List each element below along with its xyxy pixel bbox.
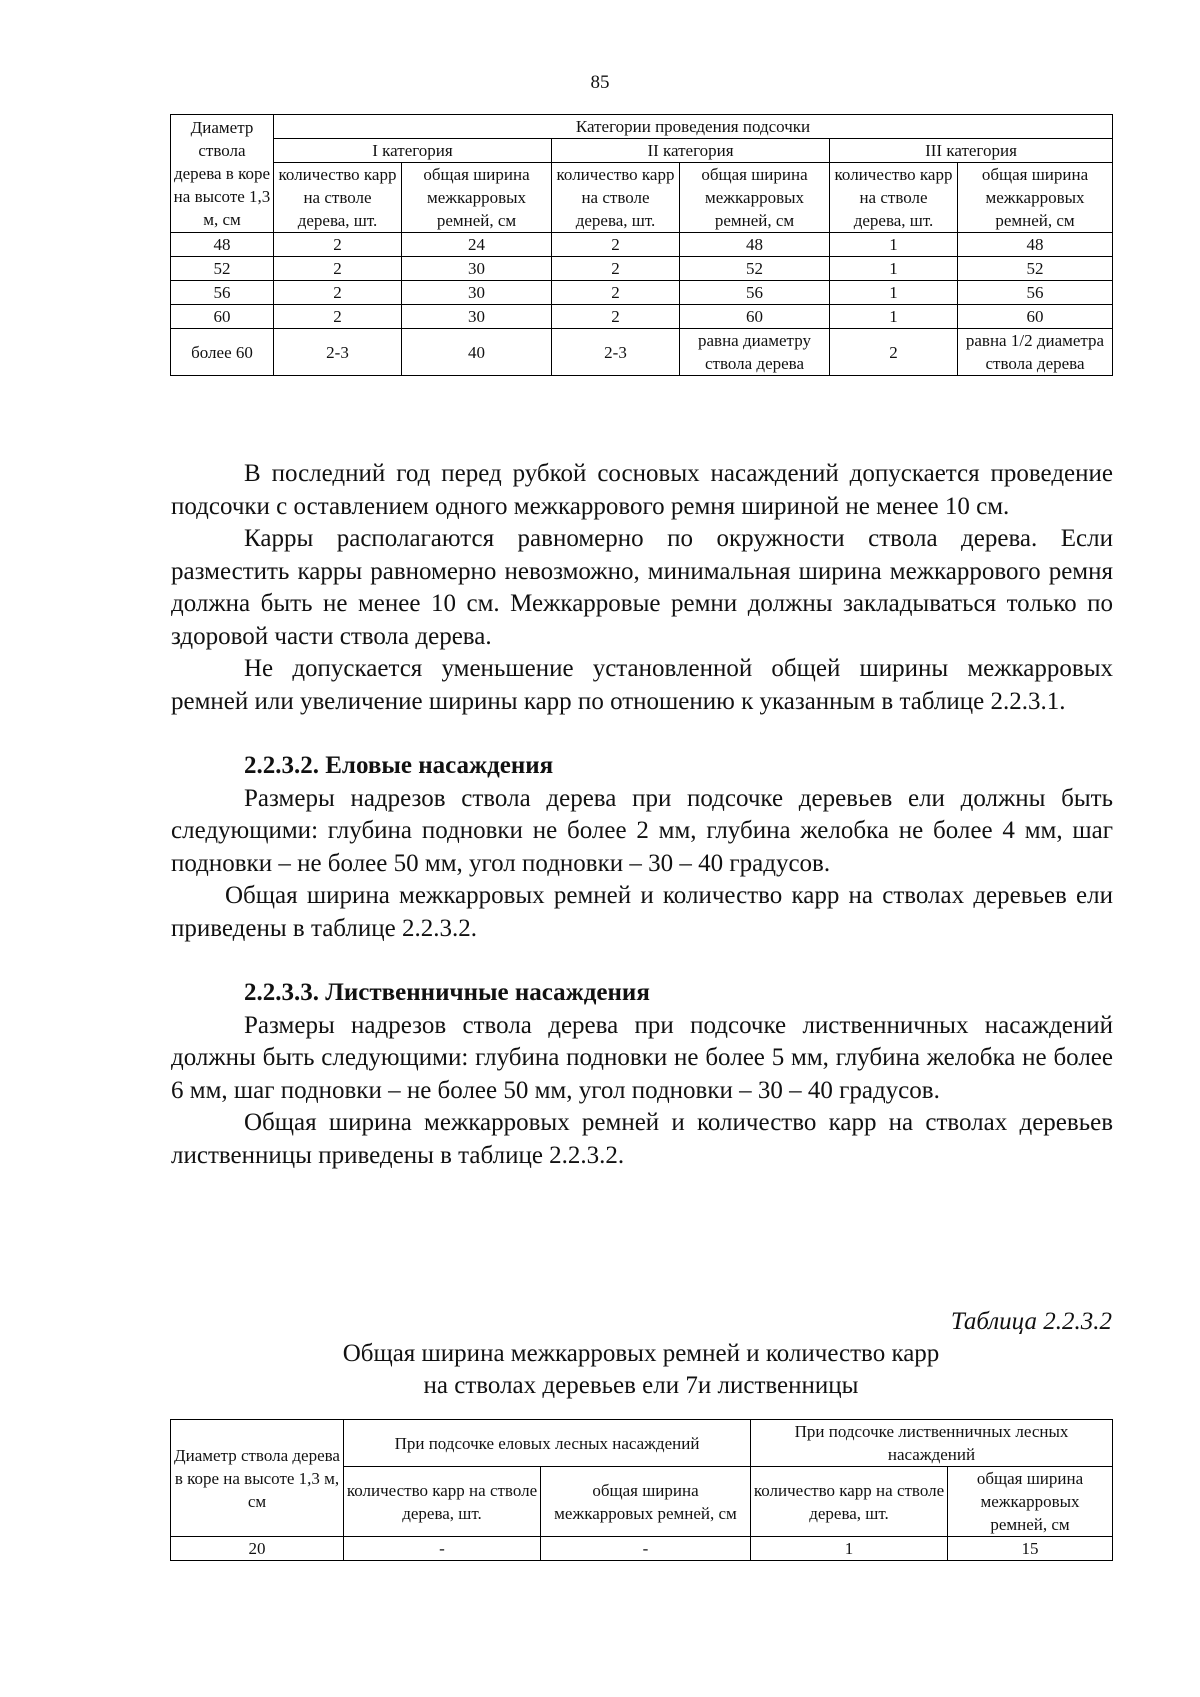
section-heading-spruce: 2.2.3.2. Еловые насаждения [244, 752, 554, 779]
table2-header-larch: При подсочке лиственничных лесных насаждений [751, 1420, 1113, 1467]
table1-col-count-1: количество карр на стволе дерева, шт. [274, 163, 402, 233]
table-cell: 2 [274, 305, 402, 329]
table-label: Таблица 2.2.3.2 [950, 1308, 1112, 1335]
table1-col-width-3: общая ширина межкарровых ремней, см [958, 163, 1113, 233]
table-cell: 15 [948, 1537, 1113, 1561]
table-cell: 1 [830, 257, 958, 281]
table1-category-2: II категория [552, 139, 830, 163]
table-cell: 2 [830, 329, 958, 376]
table-cell: 56 [680, 281, 830, 305]
table-cell: 1 [830, 281, 958, 305]
table-cell: 20 [171, 1537, 344, 1561]
table1-category-3: III категория [830, 139, 1113, 163]
table1-col-width-1: общая ширина межкарровых ремней, см [402, 163, 552, 233]
table-cell: 30 [402, 257, 552, 281]
table-row [171, 257, 1113, 281]
table-cell: 2 [274, 281, 402, 305]
table-cell: 1 [751, 1537, 948, 1561]
page-number: 85 [590, 72, 610, 93]
spruce-larch-table [170, 1419, 1113, 1561]
table-cell: 1 [830, 305, 958, 329]
table2-header-spruce: При подсочке еловых лесных насаждений [344, 1420, 751, 1467]
table2-col-count-2: количество карр на стволе дерева, шт. [751, 1467, 948, 1537]
table-cell: 48 [171, 233, 274, 257]
table1-category-1: I категория [274, 139, 552, 163]
table-caption-line: Общая ширина межкарровых ремней и количество карр [342, 1340, 940, 1367]
table2-col-width-2: общая ширина межкарровых ремней, см [948, 1467, 1113, 1537]
table-cell: 2 [274, 233, 402, 257]
table-caption-line: на стволах деревьев ели 7и лиственницы [423, 1372, 859, 1399]
table-cell: 52 [171, 257, 274, 281]
table2-col-count-1: количество карр на стволе дерева, шт. [344, 1467, 541, 1537]
table1-col-count-2: количество карр на стволе дерева, шт. [552, 163, 680, 233]
table-row [171, 233, 1113, 257]
table-cell: 1 [830, 233, 958, 257]
table-cell: 48 [680, 233, 830, 257]
paragraph: В последний год перед рубкой сосновых насаждений допускается проведение подсочки с оставлением одного межкаррового ремня шириной не менее 10 см. [171, 460, 1113, 520]
body-text [171, 458, 1113, 1172]
section-heading-larch: 2.2.3.3. Лиственничные насаждения [244, 979, 650, 1006]
table-row [171, 281, 1113, 305]
table-cell: - [344, 1537, 541, 1561]
table-cell: 56 [171, 281, 274, 305]
table-cell: равна 1/2 диаметра ствола дерева [958, 329, 1113, 376]
paragraph: Не допускается уменьшение установленной общей ширины межкарровых ремней или увеличение ширины карр по отношению к указанным в таблице 2.2.3.1. [171, 655, 1113, 715]
table-cell: 48 [958, 233, 1113, 257]
table-cell: более 60 [171, 329, 274, 376]
table1-header-diameter: Диаметр ствола дерева в коре на высоте 1,3 м, см [171, 115, 274, 233]
table-cell: 60 [958, 305, 1113, 329]
table-cell: 30 [402, 305, 552, 329]
table-cell: 24 [402, 233, 552, 257]
table-caption [170, 1338, 1112, 1402]
tapping-categories-table [170, 114, 1113, 376]
table1-col-count-3: количество карр на стволе дерева, шт. [830, 163, 958, 233]
table-cell: 56 [958, 281, 1113, 305]
table1-header-categories: Категории проведения подсочки [274, 115, 1113, 139]
paragraph: Размеры надрезов ствола дерева при подсочке деревьев ели должны быть следующими: глубина подновки не более 2 мм, глубина желобка не более 4 мм, шаг подновки – не более 50 мм, угол подновки – 30 – 40 градусов. [171, 784, 1113, 877]
paragraph: Карры располагаются равномерно по окружности ствола дерева. Если разместить карры равномерно невозможно, минимальная ширина межкаррового ремня должна быть не менее 10 см. Межкарровые ремни должны закладываться только по здоровой части ствола дерева. [171, 525, 1113, 650]
table-cell: 52 [680, 257, 830, 281]
table-row [171, 329, 1113, 376]
table2-header-diameter: Диаметр ствола дерева в коре на высоте 1,3 м, см [171, 1420, 344, 1537]
table1-col-width-2: общая ширина межкарровых ремней, см [680, 163, 830, 233]
table-cell: 2 [552, 233, 680, 257]
table-cell: 30 [402, 281, 552, 305]
table-cell: 2-3 [552, 329, 680, 376]
table-row [171, 1537, 1113, 1561]
table-cell: 2 [552, 305, 680, 329]
table-cell: 2 [274, 257, 402, 281]
table-cell: - [541, 1537, 751, 1561]
table-cell: 60 [171, 305, 274, 329]
table-cell: 52 [958, 257, 1113, 281]
table-cell: 2 [552, 257, 680, 281]
table-cell: 2 [552, 281, 680, 305]
table-cell: 60 [680, 305, 830, 329]
paragraph: Общая ширина межкарровых ремней и количество карр на стволах деревьев лиственницы приведены в таблице 2.2.3.2. [171, 1109, 1113, 1169]
table-cell: 2-3 [274, 329, 402, 376]
paragraph: Размеры надрезов ствола дерева при подсочке лиственничных насаждений должны быть следующими: глубина подновки не более 5 мм, глубина желобка не более 6 мм, шаг подновки – не более 50 мм, угол подновки – 30 – 40 градусов. [171, 1011, 1113, 1104]
paragraph: Общая ширина межкарровых ремней и количество карр на стволах деревьев ели приведены в таблице 2.2.3.2. [171, 882, 1113, 942]
table2-col-width-1: общая ширина межкарровых ремней, см [541, 1467, 751, 1537]
table-row [171, 305, 1113, 329]
table-cell: равна диаметру ствола дерева [680, 329, 830, 376]
table-cell: 40 [402, 329, 552, 376]
